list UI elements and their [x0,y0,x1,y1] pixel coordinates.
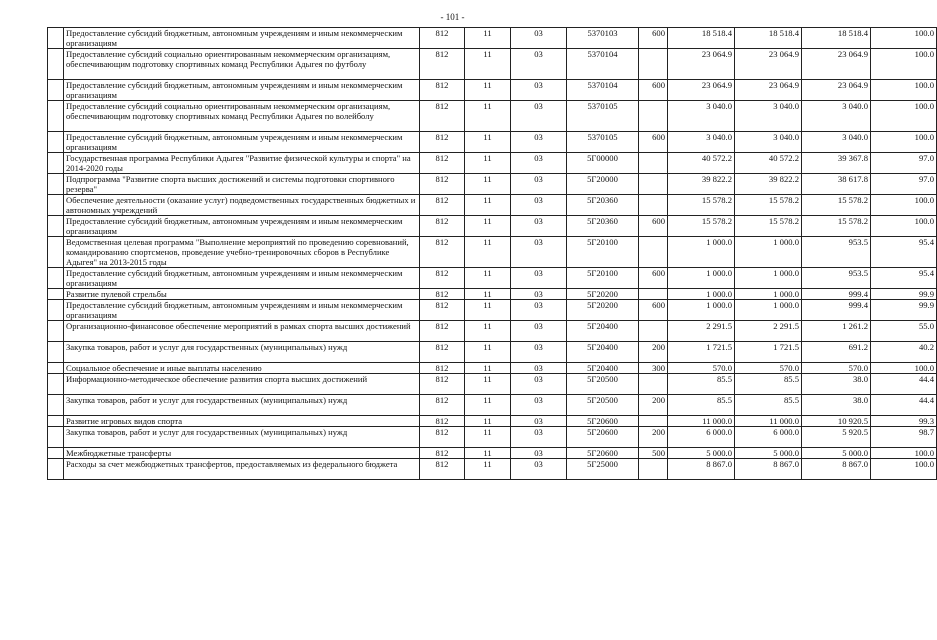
expense-type-code [639,374,668,395]
table-row [48,427,937,448]
ministry-code: 812 [420,101,465,132]
execution-percent: 99.9 [871,300,937,321]
margin-cell [48,342,64,363]
executed-amount: 953.5 [802,237,871,268]
margin-cell [48,395,64,416]
expense-type-code [639,416,668,427]
expense-type-code: 300 [639,363,668,374]
subsection-code: 03 [511,101,567,132]
execution-percent: 95.4 [871,268,937,289]
margin-cell [48,49,64,80]
executed-amount: 8 867.0 [802,459,871,480]
ministry-code: 812 [420,395,465,416]
approved-amount: 1 000.0 [735,268,802,289]
margin-cell [48,448,64,459]
ministry-code: 812 [420,132,465,153]
expense-name: Ведомственная целевая программа "Выполнение мероприятий по проведению соревнований, командированию спортсменов, проведение учебно-тренировочных сборов в Республике Адыгея" на 2013-2015 годы [64,237,420,268]
table-row [48,363,937,374]
budget-table [47,27,937,480]
table-row [48,268,937,289]
approved-amount: 8 867.0 [735,459,802,480]
table-row [48,448,937,459]
planned-amount: 3 040.0 [668,132,735,153]
expense-type-code [639,459,668,480]
executed-amount: 1 261.2 [802,321,871,342]
margin-cell [48,216,64,237]
executed-amount: 18 518.4 [802,28,871,49]
expense-name: Закупка товаров, работ и услуг для государственных (муниципальных) нужд [64,342,420,363]
section-code: 11 [465,153,511,174]
margin-cell [48,153,64,174]
ministry-code: 812 [420,49,465,80]
target-article-code: 5Г20200 [567,289,639,300]
approved-amount: 23 064.9 [735,49,802,80]
margin-cell [48,101,64,132]
expense-name: Предоставление субсидий бюджетным, автономным учреждениям и иным некоммерческим организациям [64,80,420,101]
planned-amount: 2 291.5 [668,321,735,342]
approved-amount: 1 000.0 [735,289,802,300]
expense-type-code [639,153,668,174]
executed-amount: 38.0 [802,374,871,395]
approved-amount: 3 040.0 [735,101,802,132]
executed-amount: 999.4 [802,300,871,321]
section-code: 11 [465,427,511,448]
approved-amount: 18 518.4 [735,28,802,49]
target-article-code: 5Г25000 [567,459,639,480]
expense-type-code: 200 [639,395,668,416]
planned-amount: 23 064.9 [668,80,735,101]
expense-type-code: 600 [639,28,668,49]
expense-type-code: 600 [639,300,668,321]
subsection-code: 03 [511,363,567,374]
expense-name: Предоставление субсидий бюджетным, автономным учреждениям и иным некоммерческим организациям [64,216,420,237]
approved-amount: 15 578.2 [735,195,802,216]
ministry-code: 812 [420,363,465,374]
subsection-code: 03 [511,174,567,195]
approved-amount: 6 000.0 [735,427,802,448]
table-row [48,49,937,80]
execution-percent: 100.0 [871,132,937,153]
expense-type-code: 600 [639,80,668,101]
margin-cell [48,237,64,268]
approved-amount: 570.0 [735,363,802,374]
planned-amount: 1 000.0 [668,289,735,300]
subsection-code: 03 [511,342,567,363]
target-article-code: 5Г20500 [567,374,639,395]
table-row [48,195,937,216]
ministry-code: 812 [420,80,465,101]
ministry-code: 812 [420,174,465,195]
planned-amount: 40 572.2 [668,153,735,174]
section-code: 11 [465,289,511,300]
planned-amount: 6 000.0 [668,427,735,448]
execution-percent: 100.0 [871,363,937,374]
subsection-code: 03 [511,300,567,321]
target-article-code: 5Г20600 [567,448,639,459]
target-article-code: 5370103 [567,28,639,49]
table-row [48,321,937,342]
executed-amount: 999.4 [802,289,871,300]
expense-type-code [639,289,668,300]
executed-amount: 691.2 [802,342,871,363]
ministry-code: 812 [420,459,465,480]
execution-percent: 100.0 [871,195,937,216]
approved-amount: 85.5 [735,395,802,416]
margin-cell [48,80,64,101]
expense-name: Предоставление субсидий бюджетным, автономным учреждениям и иным некоммерческим организациям [64,268,420,289]
margin-cell [48,132,64,153]
approved-amount: 11 000.0 [735,416,802,427]
table-row [48,28,937,49]
executed-amount: 953.5 [802,268,871,289]
table-row [48,216,937,237]
section-code: 11 [465,237,511,268]
execution-percent: 100.0 [871,49,937,80]
ministry-code: 812 [420,427,465,448]
margin-cell [48,416,64,427]
planned-amount: 1 000.0 [668,300,735,321]
expense-type-code [639,321,668,342]
planned-amount: 15 578.2 [668,216,735,237]
margin-cell [48,268,64,289]
subsection-code: 03 [511,448,567,459]
subsection-code: 03 [511,216,567,237]
executed-amount: 23 064.9 [802,49,871,80]
approved-amount: 3 040.0 [735,132,802,153]
expense-name: Предоставление субсидий социально ориентированным некоммерческим организациям, обеспечивающим подготовку спортивных команд Республики Адыгея по волейболу [64,101,420,132]
execution-percent: 100.0 [871,216,937,237]
table-row [48,374,937,395]
subsection-code: 03 [511,395,567,416]
table-row [48,300,937,321]
execution-percent: 99.3 [871,416,937,427]
table-row [48,459,937,480]
margin-cell [48,459,64,480]
subsection-code: 03 [511,80,567,101]
expense-type-code: 200 [639,342,668,363]
table-row [48,237,937,268]
expense-name: Развитие игровых видов спорта [64,416,420,427]
planned-amount: 1 000.0 [668,268,735,289]
executed-amount: 38.0 [802,395,871,416]
target-article-code: 5Г20400 [567,363,639,374]
expense-type-code: 600 [639,216,668,237]
margin-cell [48,174,64,195]
subsection-code: 03 [511,153,567,174]
margin-cell [48,28,64,49]
expense-name: Развитие пулевой стрельбы [64,289,420,300]
ministry-code: 812 [420,321,465,342]
target-article-code: 5Г20360 [567,216,639,237]
expense-name: Социальное обеспечение и иные выплаты населению [64,363,420,374]
target-article-code: 5Г20600 [567,427,639,448]
section-code: 11 [465,300,511,321]
table-row [48,132,937,153]
execution-percent: 44.4 [871,374,937,395]
target-article-code: 5Г00000 [567,153,639,174]
executed-amount: 5 000.0 [802,448,871,459]
subsection-code: 03 [511,237,567,268]
page-number: - 101 - [440,12,465,22]
margin-cell [48,289,64,300]
execution-percent: 100.0 [871,28,937,49]
ministry-code: 812 [420,289,465,300]
approved-amount: 40 572.2 [735,153,802,174]
expense-type-code: 600 [639,268,668,289]
executed-amount: 15 578.2 [802,216,871,237]
margin-cell [48,195,64,216]
subsection-code: 03 [511,416,567,427]
subsection-code: 03 [511,195,567,216]
section-code: 11 [465,268,511,289]
budget-table-body [48,28,937,480]
section-code: 11 [465,132,511,153]
execution-percent: 100.0 [871,448,937,459]
executed-amount: 3 040.0 [802,101,871,132]
executed-amount: 15 578.2 [802,195,871,216]
subsection-code: 03 [511,289,567,300]
planned-amount: 85.5 [668,395,735,416]
table-row [48,153,937,174]
table-row [48,174,937,195]
target-article-code: 5Г20100 [567,237,639,268]
ministry-code: 812 [420,300,465,321]
target-article-code: 5Г20200 [567,300,639,321]
planned-amount: 11 000.0 [668,416,735,427]
expense-name: Закупка товаров, работ и услуг для государственных (муниципальных) нужд [64,427,420,448]
target-article-code: 5Г20360 [567,195,639,216]
section-code: 11 [465,195,511,216]
planned-amount: 85.5 [668,374,735,395]
ministry-code: 812 [420,416,465,427]
section-code: 11 [465,342,511,363]
planned-amount: 5 000.0 [668,448,735,459]
ministry-code: 812 [420,342,465,363]
target-article-code: 5Г20100 [567,268,639,289]
target-article-code: 5370104 [567,49,639,80]
section-code: 11 [465,395,511,416]
executed-amount: 23 064.9 [802,80,871,101]
section-code: 11 [465,216,511,237]
section-code: 11 [465,374,511,395]
approved-amount: 5 000.0 [735,448,802,459]
subsection-code: 03 [511,49,567,80]
approved-amount: 1 000.0 [735,300,802,321]
section-code: 11 [465,101,511,132]
table-row [48,80,937,101]
target-article-code: 5Г20500 [567,395,639,416]
expense-name: Организационно-финансовое обеспечение мероприятий в рамках спорта высших достижений [64,321,420,342]
section-code: 11 [465,321,511,342]
execution-percent: 95.4 [871,237,937,268]
expense-name: Обеспечение деятельности (оказание услуг) подведомственных государственных бюджетных и автономных учреждений [64,195,420,216]
target-article-code: 5370105 [567,132,639,153]
ministry-code: 812 [420,195,465,216]
subsection-code: 03 [511,268,567,289]
section-code: 11 [465,28,511,49]
expense-name: Информационно-методическое обеспечение развития спорта высших достижений [64,374,420,395]
execution-percent: 55.0 [871,321,937,342]
execution-percent: 40.2 [871,342,937,363]
approved-amount: 2 291.5 [735,321,802,342]
section-code: 11 [465,363,511,374]
target-article-code: 5370104 [567,80,639,101]
expense-type-code [639,101,668,132]
executed-amount: 39 367.8 [802,153,871,174]
section-code: 11 [465,416,511,427]
subsection-code: 03 [511,28,567,49]
planned-amount: 39 822.2 [668,174,735,195]
planned-amount: 1 000.0 [668,237,735,268]
approved-amount: 39 822.2 [735,174,802,195]
target-article-code: 5370105 [567,101,639,132]
ministry-code: 812 [420,216,465,237]
approved-amount: 1 000.0 [735,237,802,268]
executed-amount: 10 920.5 [802,416,871,427]
expense-name: Предоставление субсидий бюджетным, автономным учреждениям и иным некоммерческим организациям [64,28,420,49]
execution-percent: 97.0 [871,153,937,174]
planned-amount: 8 867.0 [668,459,735,480]
execution-percent: 97.0 [871,174,937,195]
execution-percent: 44.4 [871,395,937,416]
table-row [48,342,937,363]
table-row [48,289,937,300]
planned-amount: 1 721.5 [668,342,735,363]
planned-amount: 23 064.9 [668,49,735,80]
ministry-code: 812 [420,268,465,289]
approved-amount: 15 578.2 [735,216,802,237]
expense-name: Подпрограмма "Развитие спорта высших достижений и системы подготовки спортивного резерва" [64,174,420,195]
expense-type-code [639,195,668,216]
expense-type-code: 600 [639,132,668,153]
subsection-code: 03 [511,374,567,395]
table-row [48,101,937,132]
executed-amount: 570.0 [802,363,871,374]
subsection-code: 03 [511,132,567,153]
expense-name: Государственная программа Республики Адыгея "Развитие физической культуры и спорта" на 2014-2020 годы [64,153,420,174]
subsection-code: 03 [511,427,567,448]
target-article-code: 5Г20400 [567,321,639,342]
expense-name: Закупка товаров, работ и услуг для государственных (муниципальных) нужд [64,395,420,416]
execution-percent: 99.9 [871,289,937,300]
ministry-code: 812 [420,448,465,459]
ministry-code: 812 [420,28,465,49]
expense-type-code [639,237,668,268]
expense-type-code: 500 [639,448,668,459]
section-code: 11 [465,174,511,195]
ministry-code: 812 [420,237,465,268]
expense-name: Межбюджетные трансферты [64,448,420,459]
executed-amount: 38 617.8 [802,174,871,195]
execution-percent: 100.0 [871,80,937,101]
expense-type-code [639,174,668,195]
subsection-code: 03 [511,321,567,342]
approved-amount: 23 064.9 [735,80,802,101]
expense-name: Предоставление субсидий социально ориентированным некоммерческим организациям, обеспечивающим подготовку спортивных команд Республики Адыгея по футболу [64,49,420,80]
margin-cell [48,363,64,374]
execution-percent: 98.7 [871,427,937,448]
subsection-code: 03 [511,459,567,480]
planned-amount: 18 518.4 [668,28,735,49]
section-code: 11 [465,448,511,459]
planned-amount: 570.0 [668,363,735,374]
margin-cell [48,427,64,448]
planned-amount: 3 040.0 [668,101,735,132]
target-article-code: 5Г20400 [567,342,639,363]
executed-amount: 5 920.5 [802,427,871,448]
executed-amount: 3 040.0 [802,132,871,153]
expense-type-code: 200 [639,427,668,448]
execution-percent: 100.0 [871,101,937,132]
target-article-code: 5Г20600 [567,416,639,427]
planned-amount: 15 578.2 [668,195,735,216]
expense-name: Предоставление субсидий бюджетным, автономным учреждениям и иным некоммерческим организациям [64,132,420,153]
section-code: 11 [465,459,511,480]
approved-amount: 85.5 [735,374,802,395]
section-code: 11 [465,80,511,101]
target-article-code: 5Г20000 [567,174,639,195]
ministry-code: 812 [420,374,465,395]
table-row [48,395,937,416]
ministry-code: 812 [420,153,465,174]
margin-cell [48,374,64,395]
margin-cell [48,321,64,342]
margin-cell [48,300,64,321]
expense-type-code [639,49,668,80]
expense-name: Расходы за счет межбюджетных трансфертов, предоставляемых из федерального бюджета [64,459,420,480]
table-row [48,416,937,427]
expense-name: Предоставление субсидий бюджетным, автономным учреждениям и иным некоммерческим организациям [64,300,420,321]
execution-percent: 100.0 [871,459,937,480]
section-code: 11 [465,49,511,80]
approved-amount: 1 721.5 [735,342,802,363]
